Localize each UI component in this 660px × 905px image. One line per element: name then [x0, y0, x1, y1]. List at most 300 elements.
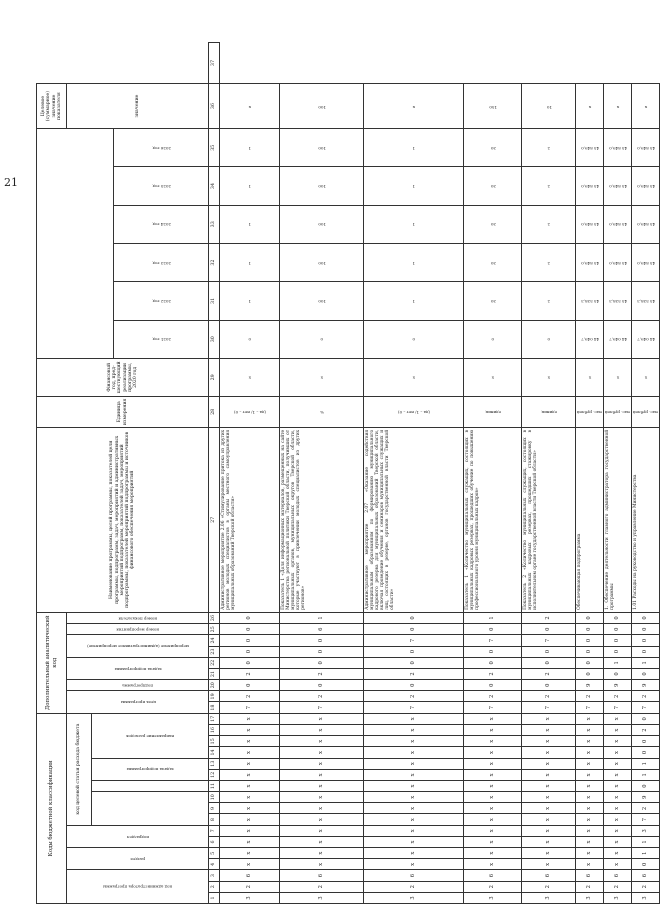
code-cell: 0 [464, 680, 522, 691]
code-cell: х [364, 836, 464, 847]
code-cell: х [364, 769, 464, 780]
table-row [220, 43, 280, 904]
row-year-value: 30 [464, 282, 522, 320]
code-cell: 7 [604, 702, 632, 713]
program-table-container [36, 42, 659, 904]
table-row [464, 43, 522, 904]
code-cell: 0 [632, 713, 660, 724]
row-year-value: 45 849,0 [604, 243, 632, 281]
table-row [364, 43, 464, 904]
code-cell: 6 [280, 624, 364, 635]
code-cell: 2 [464, 668, 522, 679]
row-year-value: 45 849,0 [632, 129, 660, 167]
code-cell: 0 [280, 635, 364, 646]
column-number: 2 [209, 881, 220, 892]
row-base-year: х [364, 358, 464, 396]
column-number: 33 [209, 205, 220, 243]
row-target-value: х [364, 84, 464, 129]
code-cell: 0 [576, 624, 604, 635]
code-cell: х [576, 747, 604, 758]
code-cell: х [280, 747, 364, 758]
row-unit: единиц [522, 396, 576, 427]
code-cell: х [280, 859, 364, 870]
row-year-value: 0 [522, 320, 576, 358]
row-description: Показатель 2 «Количество муниципальных служащих, состоящих в муниципальных кадровых резервах, прошедших стажировку в исполнительном органе государственной власти Тверской области» [522, 427, 576, 612]
code-cell: х [576, 736, 604, 747]
code-cell: 0 [364, 624, 464, 635]
row-base-year: х [522, 358, 576, 396]
code-cell: 3 [464, 892, 522, 903]
code-cell: 7 [220, 702, 280, 713]
row-year-value: 44 049,7 [576, 320, 604, 358]
code-cell: х [280, 736, 364, 747]
code-cell: 9 [632, 680, 660, 691]
row-year-value: 0 [220, 320, 280, 358]
row-year-value: 2 [522, 205, 576, 243]
code-cell: х [522, 836, 576, 847]
code-cell: 0 [632, 646, 660, 657]
table-row [604, 43, 632, 904]
row-year-value: 2 [522, 282, 576, 320]
code-cell: х [522, 713, 576, 724]
header-base-year: Фінансовый год, пред-шествующий реализации программы, 2020 год [37, 358, 209, 396]
header-program-goal: цель программы [67, 691, 209, 713]
code-cell: 7 [280, 702, 364, 713]
code-cell: х [464, 769, 522, 780]
column-number: 37 [209, 43, 220, 84]
code-cell: 2 [220, 668, 280, 679]
row-year-value: 1 [220, 167, 280, 205]
code-cell: х [576, 848, 604, 859]
page-number: 21 [4, 176, 18, 189]
row-year-value: 45 849,0 [632, 243, 660, 281]
code-cell: х [464, 859, 522, 870]
code-cell: 0 [632, 736, 660, 747]
row-description: Показатель 1 «Количество муниципальных служащих, состоящих в муниципальных кадровых резервах, прошедших обучение по повышению профессионального уровня муниципальных кадров» [464, 427, 522, 612]
code-cell: 3 [604, 892, 632, 903]
code-cell: 7 [632, 702, 660, 713]
code-cell: х [576, 780, 604, 791]
code-cell: х [464, 780, 522, 791]
row-unit: единиц [464, 396, 522, 427]
code-cell: 6 [220, 870, 280, 881]
column-number: 25 [209, 624, 220, 635]
code-cell: 3 [522, 892, 576, 903]
column-number: 35 [209, 129, 220, 167]
code-cell: х [280, 825, 364, 836]
row-description: 1. Обеспечение деятельности главного администратора государственной программы [604, 427, 632, 612]
column-number: 18 [209, 702, 220, 713]
code-cell: х [522, 736, 576, 747]
row-description: 1.01 Расходы на руководство и управление Министерства [632, 427, 660, 612]
code-cell: х [280, 836, 364, 847]
row-year-value: 0 [464, 320, 522, 358]
rotated-page-area [36, 42, 659, 904]
code-cell: 7 [522, 635, 576, 646]
code-cell: х [280, 713, 364, 724]
row-year-value: 30 [464, 243, 522, 281]
header-unit: Единица измерения [37, 396, 209, 427]
header-row [37, 43, 67, 904]
row-year-value: 45 849,0 [632, 167, 660, 205]
code-cell: 0 [220, 624, 280, 635]
column-number: 11 [209, 780, 220, 791]
code-cell: 0 [604, 635, 632, 646]
row-year-value: 0 [280, 320, 364, 358]
code-cell: х [220, 769, 280, 780]
code-cell: 0 [632, 780, 660, 791]
code-cell: 0 [604, 624, 632, 635]
code-cell: х [522, 803, 576, 814]
row-description: Административное мероприятие 2.07 «Оказание содействия муниципальным образованиям по формированию муниципального кадрового резерва для муниципальных образований Тверской области, включая проведение обучения и семинаров муниципальных служащих и лиц, состоящих в резерве, органов государственной власти Тверской области» [364, 427, 464, 612]
code-cell: 2 [364, 881, 464, 892]
code-cell: х [364, 814, 464, 825]
row-target-value: х [576, 84, 604, 129]
code-cell: х [220, 747, 280, 758]
code-cell: 0 [464, 657, 522, 668]
code-cell: х [364, 780, 464, 791]
column-number: 14 [209, 747, 220, 758]
code-cell: х [220, 725, 280, 736]
code-cell: 2 [280, 881, 364, 892]
code-cell: х [576, 825, 604, 836]
code-cell: х [280, 758, 364, 769]
row-year-value: 45 849,0 [604, 205, 632, 243]
code-cell: 6 [364, 870, 464, 881]
row-year-value: 45 849,0 [576, 243, 604, 281]
code-cell: 2 [220, 691, 280, 702]
row-year-value: 100 [280, 243, 364, 281]
code-cell: 0 [464, 624, 522, 635]
code-cell: 0 [220, 657, 280, 668]
header-event-code: мероприятие (административное мероприятие) [67, 635, 209, 657]
row-year-value: 30 [464, 205, 522, 243]
code-cell: 2 [464, 691, 522, 702]
table-row [576, 43, 604, 904]
code-cell: 6 [632, 870, 660, 881]
table-row [522, 43, 576, 904]
code-cell: 3 [632, 825, 660, 836]
column-number: 28 [209, 396, 220, 427]
row-unit: (да – 1/ нет – 0) [364, 396, 464, 427]
row-year-value: 1 [364, 243, 464, 281]
code-cell: х [364, 848, 464, 859]
column-number: 27 [209, 427, 220, 612]
column-number: 32 [209, 243, 220, 281]
row-year-value: 2 [522, 167, 576, 205]
code-cell: х [576, 836, 604, 847]
header-additional-code: Дополнительный аналитический код [37, 612, 67, 713]
code-cell: х [576, 803, 604, 814]
header-budget-classification: Коды бюджетной классификации [37, 713, 67, 903]
column-number: 29 [209, 358, 220, 396]
code-cell: 9 [576, 680, 604, 691]
header-years-blank [37, 129, 114, 359]
code-cell: 0 [604, 646, 632, 657]
code-cell: х [364, 713, 464, 724]
column-number: 34 [209, 167, 220, 205]
code-cell: 0 [604, 668, 632, 679]
header-value: значение [67, 84, 209, 129]
code-cell: 0 [220, 612, 280, 623]
code-cell: 0 [220, 680, 280, 691]
row-target-value: 10 [522, 84, 576, 129]
code-cell: х [464, 713, 522, 724]
code-cell: х [522, 725, 576, 736]
code-cell: 0 [522, 646, 576, 657]
code-cell: х [220, 780, 280, 791]
code-cell: 1 [632, 758, 660, 769]
code-cell: 1 [632, 836, 660, 847]
code-cell: 2 [576, 691, 604, 702]
code-cell: х [522, 769, 576, 780]
row-year-value: 2 [522, 243, 576, 281]
code-cell: х [576, 792, 604, 803]
column-number: 8 [209, 814, 220, 825]
code-cell: х [576, 769, 604, 780]
code-cell: х [364, 736, 464, 747]
code-cell: 2 [522, 612, 576, 623]
column-number: 1 [209, 892, 220, 903]
row-year-value: 1 [364, 282, 464, 320]
code-cell: 0 [364, 612, 464, 623]
code-cell: 0 [632, 747, 660, 758]
row-base-year: х [604, 358, 632, 396]
code-cell: х [604, 725, 632, 736]
code-cell: 7 [364, 702, 464, 713]
code-cell: 0 [576, 657, 604, 668]
code-cell: х [604, 848, 632, 859]
code-cell: 1 [632, 657, 660, 668]
code-cell: х [280, 780, 364, 791]
code-cell: х [364, 758, 464, 769]
code-cell: х [464, 736, 522, 747]
row-year-value: 1 [220, 243, 280, 281]
row-target-value: 100 [280, 84, 364, 129]
code-cell: 3 [364, 892, 464, 903]
header-year-2026: 2026 год [114, 129, 209, 167]
code-cell: х [604, 825, 632, 836]
row-target-value: х [632, 84, 660, 129]
code-cell: х [280, 848, 364, 859]
row-year-value: 45 538,3 [576, 282, 604, 320]
header-expense-article: код целевой статьи расхода бюджета [67, 713, 92, 825]
code-cell: х [464, 725, 522, 736]
column-number-row [209, 43, 220, 904]
code-cell: х [280, 725, 364, 736]
column-number: 9 [209, 803, 220, 814]
code-cell: 0 [576, 646, 604, 657]
row-year-value: 100 [280, 129, 364, 167]
row-base-year: х [220, 358, 280, 396]
code-cell: х [220, 836, 280, 847]
header-year-2025: 2025 год [114, 167, 209, 205]
header-direction: направление расходов [92, 713, 209, 758]
code-cell: х [604, 859, 632, 870]
code-cell: 2 [522, 691, 576, 702]
code-cell: 7 [364, 635, 464, 646]
code-cell: х [522, 780, 576, 791]
code-cell: х [220, 736, 280, 747]
row-year-value: 1 [364, 129, 464, 167]
code-cell: 2 [632, 691, 660, 702]
code-cell: 2 [632, 881, 660, 892]
row-base-year: х [280, 358, 364, 396]
code-cell: х [464, 814, 522, 825]
code-cell: 1 [604, 657, 632, 668]
header-name: Наименование программы, целей программы, показателей цели программы, подпрограмм, задач, мероприятий и административных мероприятий подпрограмм, показателей задач, мероприятий подпрограммы, показателей мероприятий подпрограммы и источников финансового обеспечения мероприятий [37, 427, 209, 612]
code-cell: 0 [604, 612, 632, 623]
row-unit: % [280, 396, 364, 427]
code-cell: х [464, 747, 522, 758]
program-table [36, 42, 660, 904]
column-number: 36 [209, 84, 220, 129]
row-year-value: 1 [364, 205, 464, 243]
code-cell: 3 [220, 892, 280, 903]
row-year-value: 30 [464, 167, 522, 205]
header-subprogram-task: задача подпрограммы [67, 657, 209, 679]
code-cell: х [364, 725, 464, 736]
code-cell: х [364, 803, 464, 814]
code-cell: 0 [220, 635, 280, 646]
code-cell: х [522, 825, 576, 836]
code-cell: х [364, 825, 464, 836]
code-cell: х [604, 769, 632, 780]
row-year-value: 45 538,3 [632, 282, 660, 320]
code-cell: 0 [364, 680, 464, 691]
code-cell: х [220, 803, 280, 814]
code-cell: х [464, 792, 522, 803]
code-cell: 0 [280, 680, 364, 691]
code-cell: х [220, 825, 280, 836]
code-cell: 2 [364, 691, 464, 702]
column-number: 22 [209, 657, 220, 668]
column-number: 13 [209, 758, 220, 769]
code-cell: х [604, 814, 632, 825]
header-subprogram-code: подпрограмма [67, 680, 209, 691]
row-target-value: 150 [464, 84, 522, 129]
code-cell: 0 [632, 612, 660, 623]
row-year-value: 45 538,3 [604, 282, 632, 320]
row-year-value: 0 [364, 320, 464, 358]
column-number: 21 [209, 668, 220, 679]
code-cell: 0 [522, 680, 576, 691]
row-year-value: 100 [280, 282, 364, 320]
column-number: 10 [209, 792, 220, 803]
code-cell: х [464, 848, 522, 859]
code-cell: х [522, 747, 576, 758]
row-year-value: 45 849,0 [576, 205, 604, 243]
code-cell: х [220, 713, 280, 724]
code-cell: 1 [632, 848, 660, 859]
code-cell: 2 [280, 668, 364, 679]
code-cell: 2 [632, 803, 660, 814]
code-cell: 0 [632, 859, 660, 870]
code-cell: 6 [576, 870, 604, 881]
row-unit: тыс. рублей [632, 396, 660, 427]
row-base-year: х [464, 358, 522, 396]
column-number: 30 [209, 320, 220, 358]
header-section: раздел [67, 848, 209, 870]
row-year-value: 1 [220, 282, 280, 320]
code-cell: 0 [280, 657, 364, 668]
header-event-number: номер мероприятия [67, 624, 209, 635]
code-cell: 0 [576, 635, 604, 646]
code-cell: 0 [364, 646, 464, 657]
column-number: 15 [209, 736, 220, 747]
header-admin-code: код администратора программы [67, 870, 209, 904]
code-cell: х [604, 780, 632, 791]
row-base-year: х [632, 358, 660, 396]
code-cell: 6 [604, 870, 632, 881]
code-cell: 0 [576, 668, 604, 679]
row-year-value: 45 849,0 [604, 167, 632, 205]
header-sub-blank [92, 780, 209, 791]
code-cell: х [364, 792, 464, 803]
code-cell: х [464, 836, 522, 847]
code-cell: 9 [604, 680, 632, 691]
code-cell: 0 [364, 657, 464, 668]
table-row [280, 43, 364, 904]
code-cell: х [364, 747, 464, 758]
column-number: 12 [209, 769, 220, 780]
header-task: задача подпрограммы [92, 758, 209, 780]
header-year-2022: 2022 год [114, 282, 209, 320]
code-cell: 2 [364, 668, 464, 679]
row-year-value: 1 [364, 167, 464, 205]
code-cell: х [220, 758, 280, 769]
column-number: 19 [209, 691, 220, 702]
code-cell: 6 [280, 870, 364, 881]
code-cell: 2 [604, 881, 632, 892]
code-cell: 0 [576, 612, 604, 623]
row-year-value: 100 [280, 205, 364, 243]
code-cell: 3 [280, 892, 364, 903]
code-cell: х [220, 814, 280, 825]
code-cell: 2 [604, 691, 632, 702]
row-description: Обеспечивающая подпрограмма [576, 427, 604, 612]
table-row [632, 43, 660, 904]
code-cell: х [464, 825, 522, 836]
code-cell: 7 [464, 702, 522, 713]
code-cell: х [220, 848, 280, 859]
code-cell: 2 [576, 881, 604, 892]
column-number: 4 [209, 859, 220, 870]
code-cell: 2 [464, 881, 522, 892]
row-year-value: 45 849,0 [632, 205, 660, 243]
code-cell: 1 [632, 769, 660, 780]
header-year-2023: 2023 год [114, 243, 209, 281]
row-year-value: 1 [220, 205, 280, 243]
code-cell: х [522, 814, 576, 825]
header-target: Целевое (суммарное) значение показателя [37, 84, 67, 129]
code-cell: 1 [464, 612, 522, 623]
column-number: 17 [209, 713, 220, 724]
code-cell: 7 [632, 814, 660, 825]
code-cell: х [576, 814, 604, 825]
code-cell: х [604, 803, 632, 814]
row-target-value: х [604, 84, 632, 129]
code-cell: 0 [522, 624, 576, 635]
code-cell: х [220, 792, 280, 803]
code-cell: х [522, 758, 576, 769]
code-cell: х [522, 848, 576, 859]
row-unit: (да – 1/ нет – 0) [220, 396, 280, 427]
code-cell: 0 [522, 657, 576, 668]
code-cell: х [464, 803, 522, 814]
header-program-blank [92, 792, 209, 826]
code-cell: х [604, 747, 632, 758]
